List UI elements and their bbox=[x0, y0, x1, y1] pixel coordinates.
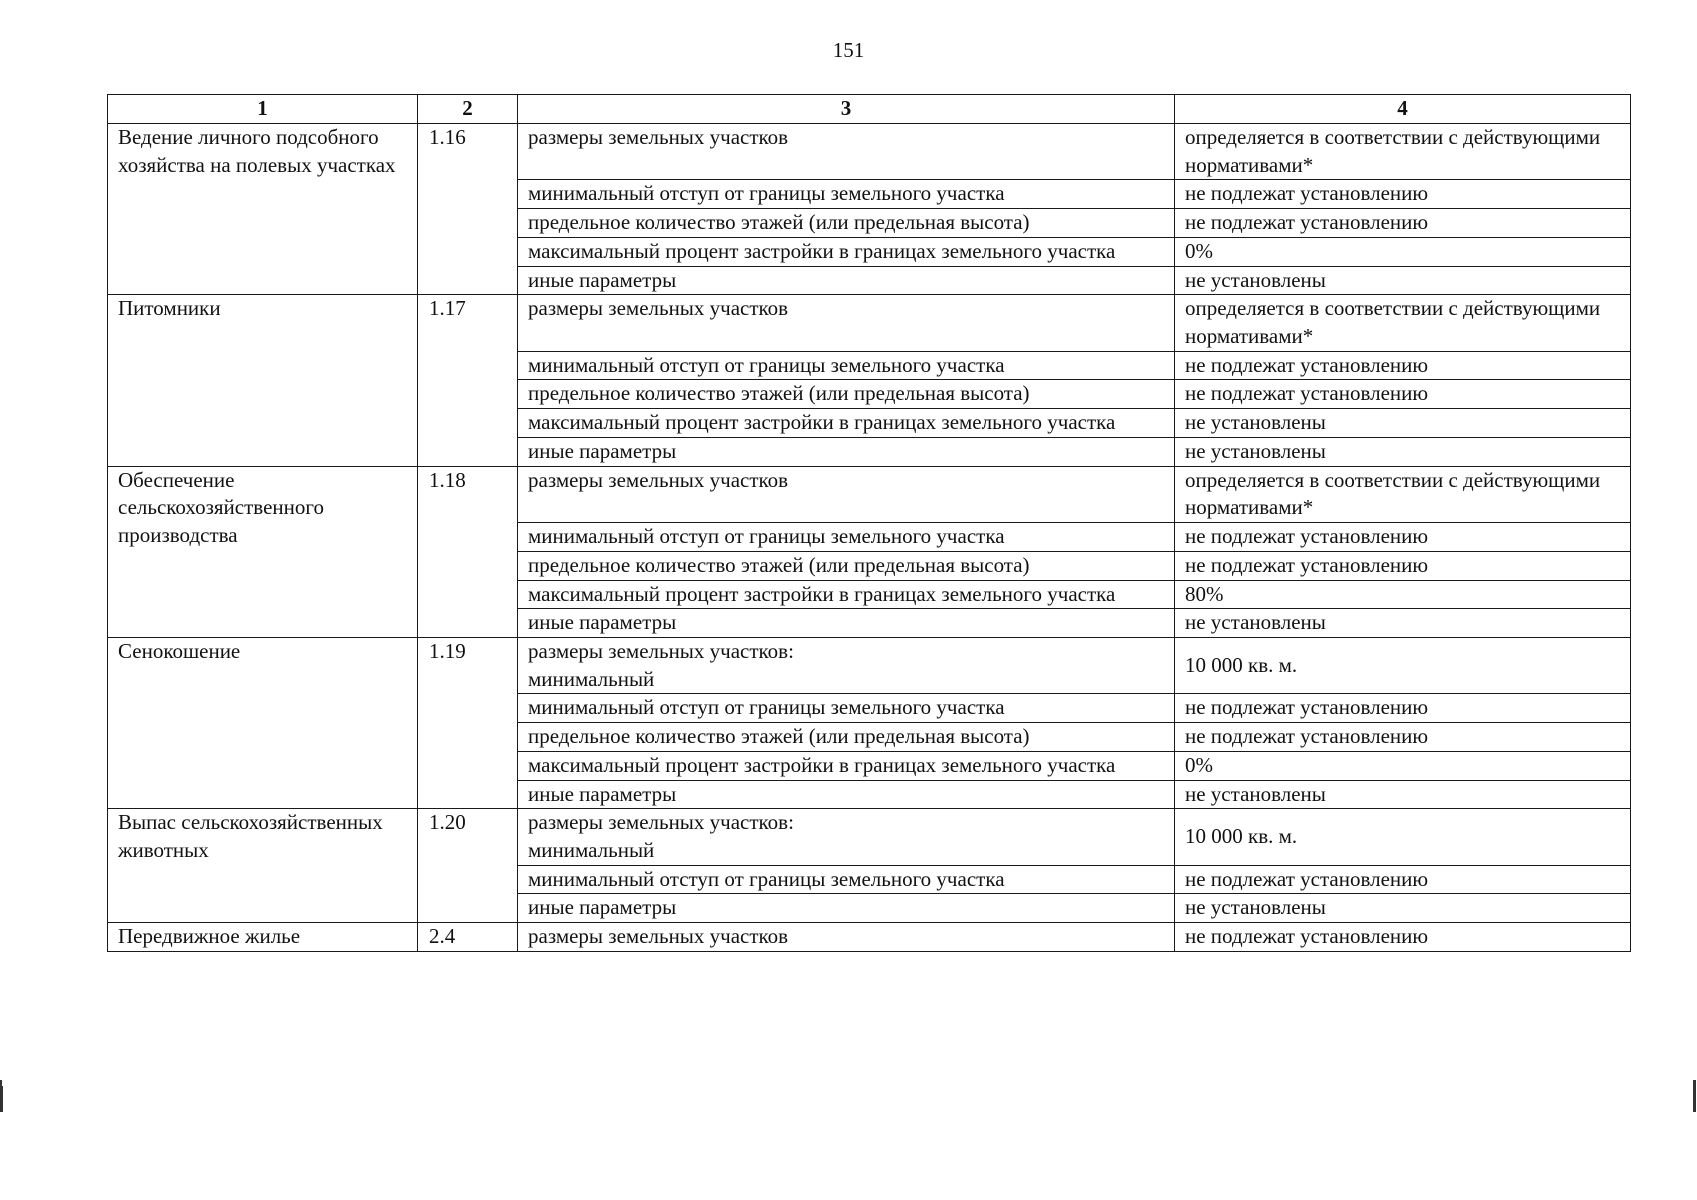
parameter-value-cell: 0% bbox=[1175, 237, 1631, 266]
parameter-value-cell: не подлежат установлению bbox=[1175, 865, 1631, 894]
right-margin-mark bbox=[1693, 1080, 1696, 1112]
land-use-code-cell: 2.4 bbox=[418, 923, 518, 952]
parameter-value-cell: не подлежат установлению bbox=[1175, 523, 1631, 552]
parameter-cell: предельное количество этажей (или предельная высота) bbox=[518, 380, 1175, 409]
parameter-cell: предельное количество этажей (или предельная высота) bbox=[518, 723, 1175, 752]
parameter-cell: минимальный отступ от границы земельного участка bbox=[518, 865, 1175, 894]
parameter-cell: размеры земельных участков bbox=[518, 466, 1175, 522]
table-row bbox=[108, 637, 1631, 693]
parameter-value-cell: 0% bbox=[1175, 751, 1631, 780]
parameter-value-cell: 10 000 кв. м. bbox=[1175, 809, 1631, 865]
column-header-2: 2 bbox=[418, 95, 518, 124]
parameter-cell: иные параметры bbox=[518, 780, 1175, 809]
table-row bbox=[108, 809, 1631, 865]
parameter-value-cell: не подлежат установлению bbox=[1175, 723, 1631, 752]
parameter-cell: минимальный отступ от границы земельного участка bbox=[518, 180, 1175, 209]
column-header-1: 1 bbox=[108, 95, 418, 124]
parameter-value-cell: не установлены bbox=[1175, 894, 1631, 923]
parameter-value-cell: 80% bbox=[1175, 580, 1631, 609]
parameter-cell: минимальный отступ от границы земельного участка bbox=[518, 523, 1175, 552]
parameter-value-cell: не установлены bbox=[1175, 409, 1631, 438]
parameter-value-cell: определяется в соответствии с действующими нормативами* bbox=[1175, 295, 1631, 351]
land-use-type-cell: Ведение личного подсобного хозяйства на полевых участках bbox=[108, 124, 418, 295]
parameter-cell: иные параметры bbox=[518, 609, 1175, 638]
page-number: 151 bbox=[832, 38, 865, 62]
parameter-cell: иные параметры bbox=[518, 894, 1175, 923]
parameter-value-cell: не подлежат установлению bbox=[1175, 209, 1631, 238]
parameter-cell: предельное количество этажей (или предельная высота) bbox=[518, 209, 1175, 238]
table-row bbox=[108, 124, 1631, 180]
column-header-4: 4 bbox=[1175, 95, 1631, 124]
land-use-type-cell: Сенокошение bbox=[108, 637, 418, 808]
zoning-parameters-table bbox=[107, 94, 1631, 952]
parameter-cell: размеры земельных участков bbox=[518, 124, 1175, 180]
parameter-value-cell: не установлены bbox=[1175, 437, 1631, 466]
left-margin-mark bbox=[0, 1086, 3, 1112]
parameter-cell: размеры земельных участков bbox=[518, 923, 1175, 952]
land-use-type-cell: Питомники bbox=[108, 295, 418, 466]
parameter-cell: размеры земельных участков: минимальный bbox=[518, 637, 1175, 693]
parameter-cell: максимальный процент застройки в границах земельного участка bbox=[518, 751, 1175, 780]
column-header-3: 3 bbox=[518, 95, 1175, 124]
parameter-value-cell: 10 000 кв. м. bbox=[1175, 637, 1631, 693]
parameter-cell: иные параметры bbox=[518, 437, 1175, 466]
parameter-cell: минимальный отступ от границы земельного участка bbox=[518, 351, 1175, 380]
table-body bbox=[108, 124, 1631, 952]
header-row bbox=[108, 95, 1631, 124]
parameter-cell: размеры земельных участков: минимальный bbox=[518, 809, 1175, 865]
land-use-code-cell: 1.17 bbox=[418, 295, 518, 466]
parameter-value-cell: не установлены bbox=[1175, 609, 1631, 638]
land-use-type-cell: Обеспечение сельскохозяйственного производства bbox=[108, 466, 418, 637]
parameter-cell: максимальный процент застройки в границах земельного участка bbox=[518, 409, 1175, 438]
land-use-type-cell: Передвижное жилье bbox=[108, 923, 418, 952]
table-row bbox=[108, 466, 1631, 522]
parameter-cell: предельное количество этажей (или предельная высота) bbox=[518, 551, 1175, 580]
land-use-code-cell: 1.16 bbox=[418, 124, 518, 295]
parameter-value-cell: не установлены bbox=[1175, 266, 1631, 295]
parameter-value-cell: не подлежат установлению bbox=[1175, 180, 1631, 209]
parameter-value-cell: не подлежат установлению bbox=[1175, 551, 1631, 580]
parameter-cell: иные параметры bbox=[518, 266, 1175, 295]
parameter-cell: максимальный процент застройки в границах земельного участка bbox=[518, 237, 1175, 266]
parameter-value-cell: определяется в соответствии с действующими нормативами* bbox=[1175, 124, 1631, 180]
land-use-type-cell: Выпас сельскохозяйственных животных bbox=[108, 809, 418, 923]
parameter-value-cell: не установлены bbox=[1175, 780, 1631, 809]
land-use-code-cell: 1.20 bbox=[418, 809, 518, 923]
parameter-cell: максимальный процент застройки в границах земельного участка bbox=[518, 580, 1175, 609]
table-row bbox=[108, 295, 1631, 351]
parameter-value-cell: не подлежат установлению bbox=[1175, 694, 1631, 723]
parameter-value-cell: определяется в соответствии с действующими нормативами* bbox=[1175, 466, 1631, 522]
parameter-value-cell: не подлежат установлению bbox=[1175, 923, 1631, 952]
table-row bbox=[108, 923, 1631, 952]
parameter-cell: размеры земельных участков bbox=[518, 295, 1175, 351]
land-use-code-cell: 1.18 bbox=[418, 466, 518, 637]
parameter-value-cell: не подлежат установлению bbox=[1175, 380, 1631, 409]
parameter-cell: минимальный отступ от границы земельного участка bbox=[518, 694, 1175, 723]
parameter-value-cell: не подлежат установлению bbox=[1175, 351, 1631, 380]
land-use-code-cell: 1.19 bbox=[418, 637, 518, 808]
